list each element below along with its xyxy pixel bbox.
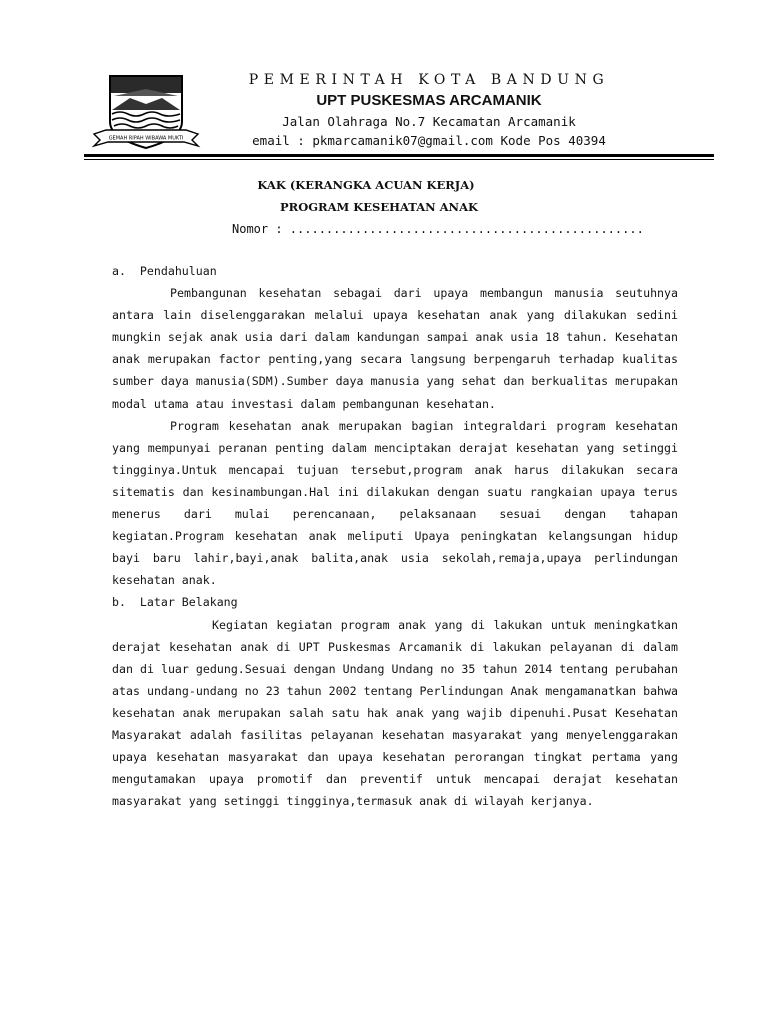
contact-line: email : pkmarcamanik07@gmail.com Kode Pos 40394 <box>252 133 606 148</box>
letterhead-thin-rule <box>84 159 714 160</box>
section-a-heading: a. Pendahuluan <box>112 264 217 278</box>
letterhead-thick-rule <box>84 154 714 157</box>
letterhead <box>214 70 644 150</box>
document-title: KAK (KERANGKA ACUAN KERJA) <box>257 178 475 192</box>
document-number: Nomor : ................................................. <box>232 222 644 236</box>
section-a-paragraph-2: Program kesehatan anak merupakan bagian integraldari program kesehatan yang mempunyai peranan penting dalam menciptakan derajat kesehatan yang setinggi tingginya.Untuk mencapai tujuan tersebut,program anak harus dilakukan secara sitematis dan kesinambungan.Hal ini dilakukan dengan suatu rangkaian upaya terus menerus dari mulai perencanaan, pelaksanaan sesuai dengan tahapan kegiatan.Program kesehatan anak meliputi Upaya peningkatan kelangsungan hidup bayi baru lahir,bayi,anak balita,anak usia sekolah,remaja,upaya perlindungan kesehatan anak. <box>112 418 678 588</box>
document-subtitle: PROGRAM KESEHATAN ANAK <box>280 200 478 214</box>
logo-motto: GEMAH RIPAH WIBAWA MUKTI <box>108 135 184 142</box>
section-b-paragraph-1: Kegiatan kegiatan program anak yang di lakukan untuk meningkatkan derajat kesehatan anak di UPT Puskesmas Arcamanik di lakukan pelayanan di dalam dan di luar gedung.Sesuai dengan Undang Undang no 35 tahun 2014 tentang perubahan atas undang-undang no 23 tahun 2002 tentang Perlindungan Anak mengamanatkan bahwa kesehatan anak merupakan salah satu hak anak yang wajib dipenuhi.Pusat Kesehatan Masyarakat adalah fasilitas pelayanan kesehatan masyarakat yang menyelenggarakan upaya kesehatan masyarakat dan upaya kesehatan perorangan tingkat pertama yang mengutamakan upaya promotif dan preventif untuk mencapai derajat kesehatan masyarakat yang setinggi tingginya,termasuk anak di wilayah kerjanya. <box>112 617 678 809</box>
section-b-heading: b. Latar Belakang <box>112 595 238 610</box>
government-name: PEMERINTAH KOTA BANDUNG <box>248 72 610 88</box>
section-a-paragraph-1: Pembangunan kesehatan sebagai dari upaya membangun manusia seutuhnya antara lain diselenggarakan melalui upaya kesehatan anak yang dilakukan sedini mungkin sejak anak usia dari dalam kandungan sampai anak usia 18 tahun. Kesehatan anak merupakan factor penting,yang secara langsung berpengaruh terhadap kualitas sumber daya manusia(SDM).Sumber daya manusia yang sehat dan berkualitas merupakan modal utama atau investasi dalam pembangunan kesehatan. <box>112 286 678 411</box>
address-line: Jalan Olahraga No.7 Kecamatan Arcamanik <box>282 114 576 129</box>
document-body <box>112 260 678 812</box>
unit-name: UPT PUSKESMAS ARCAMANIK <box>316 92 542 109</box>
bandung-coat-of-arms-logo <box>90 72 202 154</box>
